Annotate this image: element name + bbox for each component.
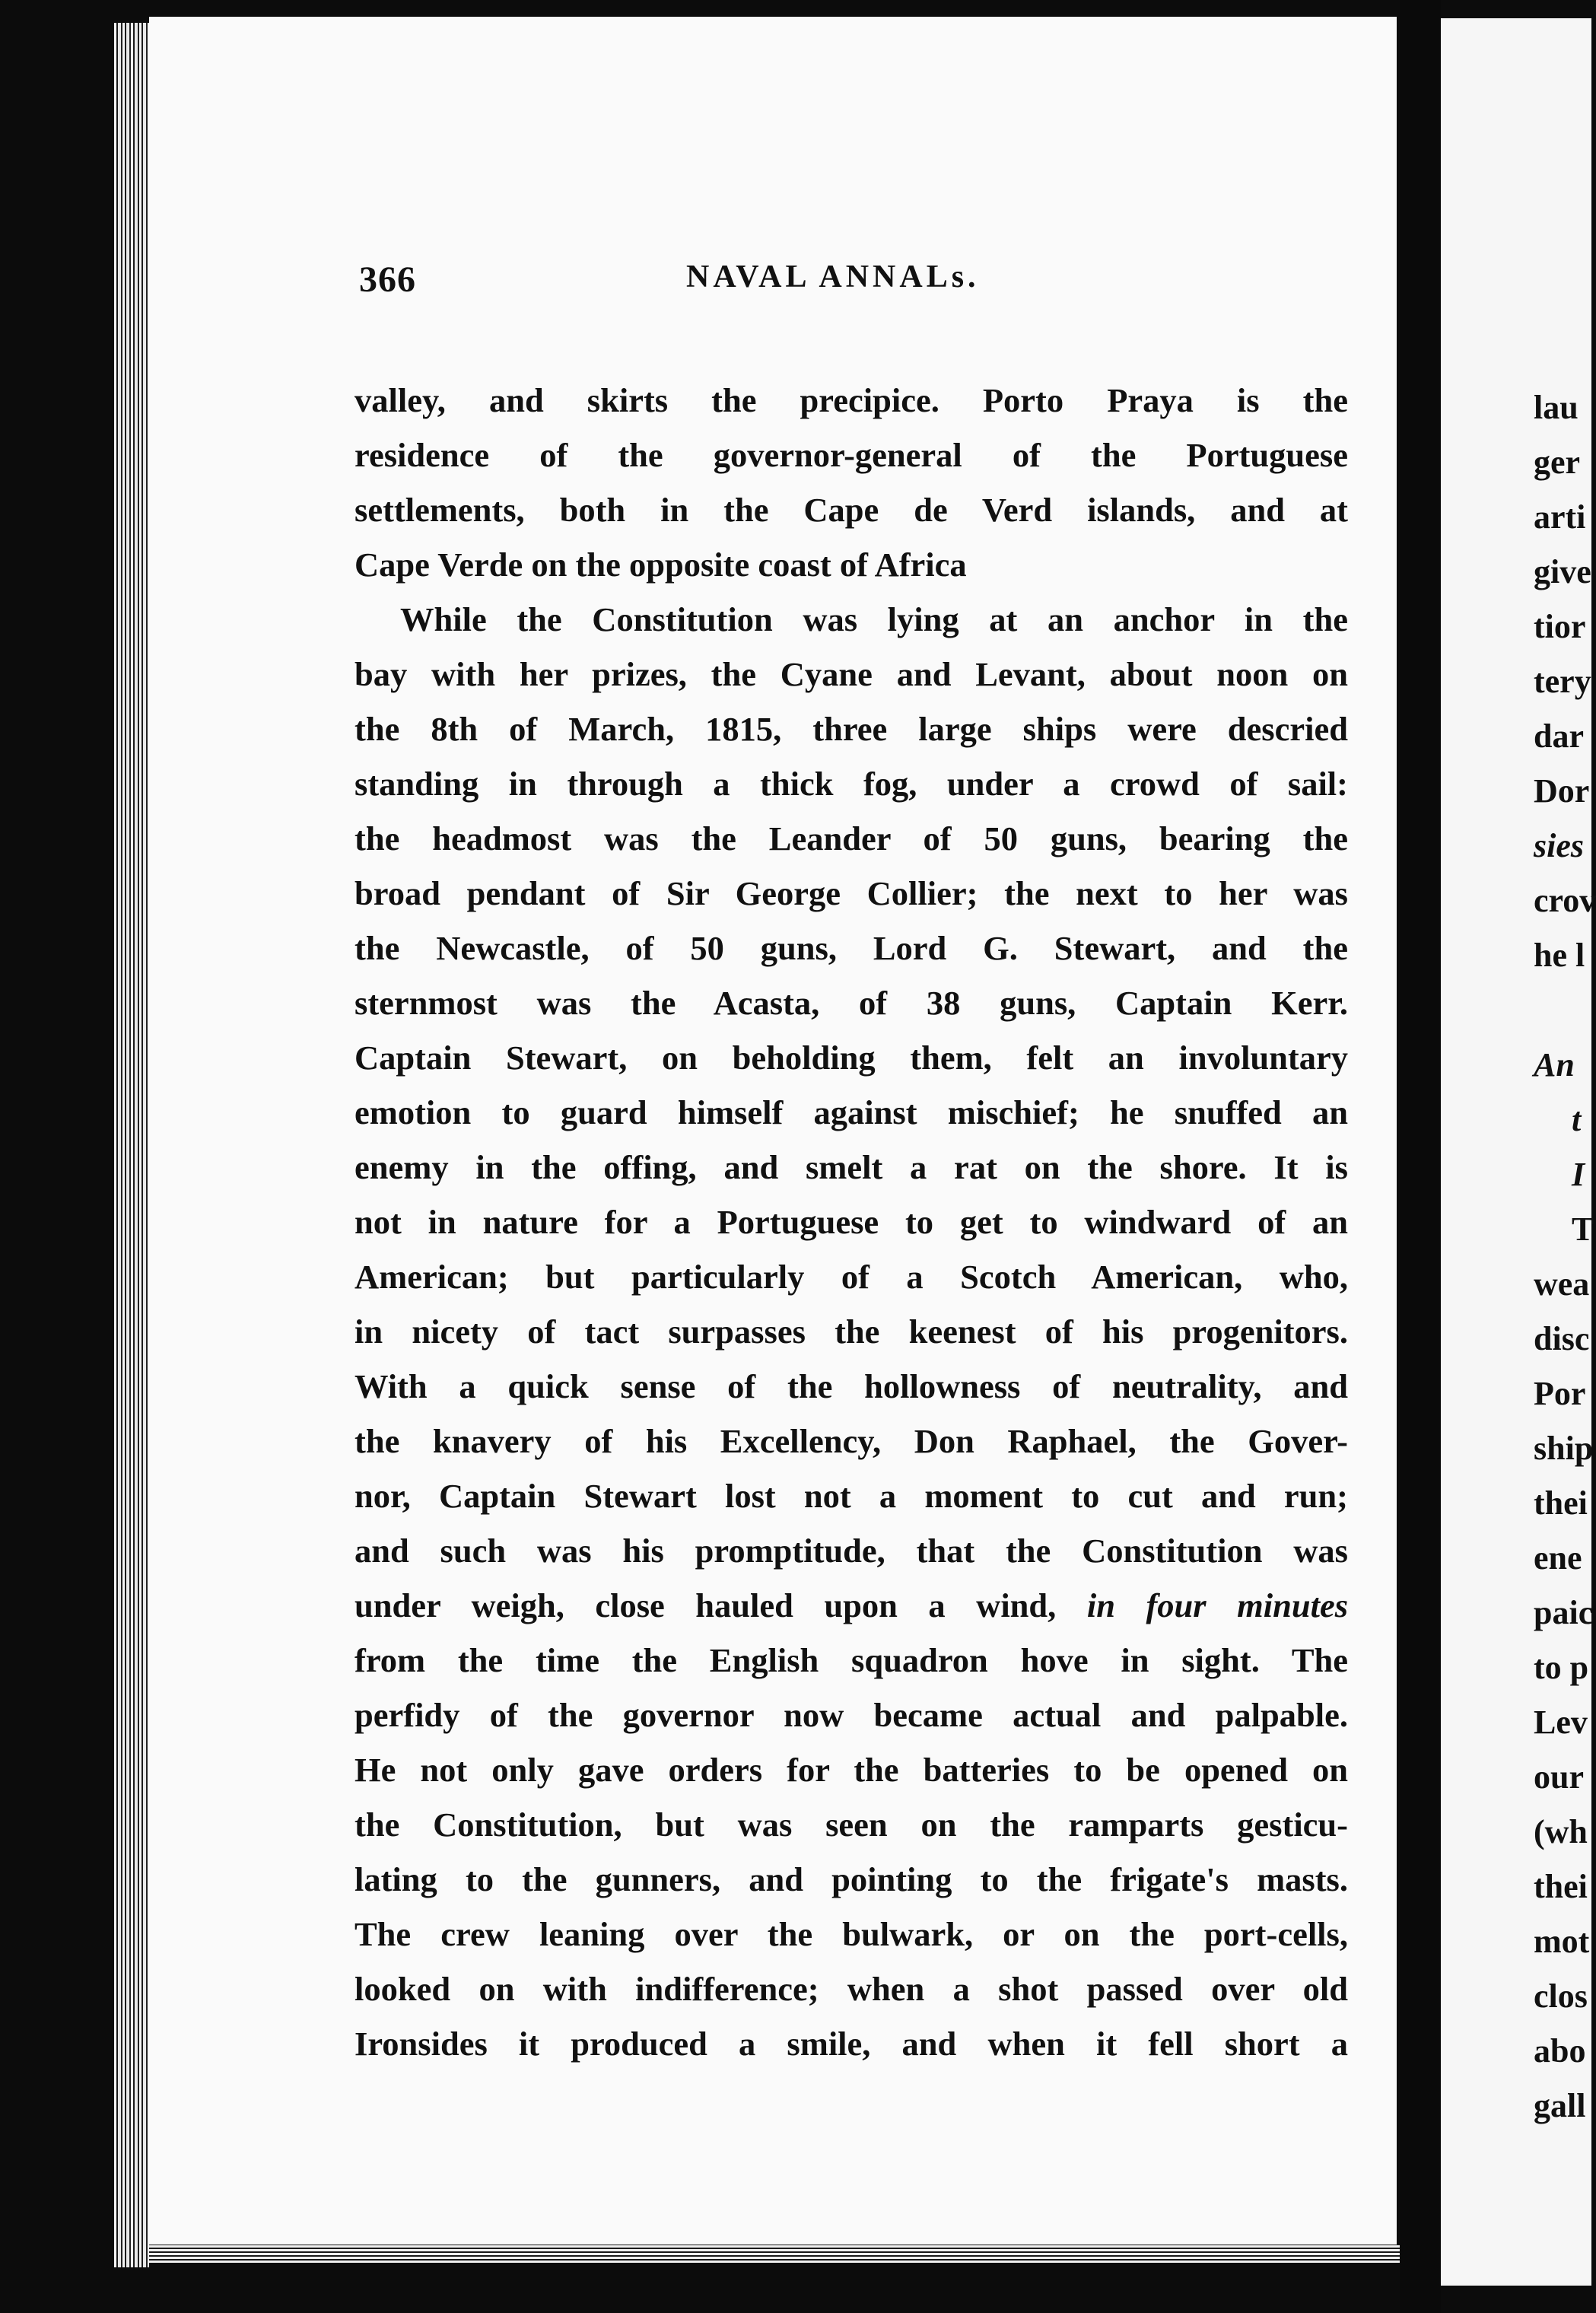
text-line: the Newcastle, of 50 guns, Lord G. Stewart, and the [354,929,1348,967]
facing-page-fragment: Lev [1534,1704,1588,1741]
text-line: lating to the gunners, and pointing to the frigate's masts. [354,1860,1348,1898]
text-line: Ironsides it produced a smile, and when it fell short a [354,2025,1348,2063]
text-line: sternmost was the Acasta, of 38 guns, Captain Kerr. [354,984,1348,1022]
facing-page-fragment: paic [1534,1594,1594,1631]
body-text [354,373,1348,2071]
text-line: emotion to guard himself against mischief; he snuffed an [354,1093,1348,1131]
facing-page-fragment: ene [1534,1539,1582,1576]
facing-page-fragment: (wh [1534,1813,1588,1850]
text-line: in nicety of tact surpasses the keenest of his progenitors. [354,1312,1348,1351]
text-line: the headmost was the Leander of 50 guns, bearing the [354,819,1348,857]
facing-page-fragment: disc [1534,1320,1590,1357]
text-line: settlements, both in the Cape de Verd islands, and at [354,491,1348,529]
facing-page-fragment: An [1534,1046,1575,1083]
running-title: NAVAL ANNALs. [686,259,980,294]
text-line: While the Constitution was lying at an anchor in the [400,600,1348,638]
facing-page-fragment: thei [1534,1484,1588,1522]
text-line: the Constitution, but was seen on the ramparts gesticu- [354,1806,1348,1844]
text-line-segment: under weigh, close hauled upon a wind, [354,1586,1057,1624]
page-number: 366 [359,259,416,300]
text-line-with-italic [354,1578,1348,1633]
facing-page-fragment: tior [1534,608,1586,645]
book-page-edges [114,23,149,2267]
page-header [359,259,1356,320]
text-line: Captain Stewart, on beholding them, felt an involuntary [354,1039,1348,1077]
facing-page-fragment: ship [1534,1430,1594,1467]
text-line: American; but particularly of a Scotch American, who, [354,1258,1348,1296]
text-line: With a quick sense of the hollowness of neutrality, and [354,1367,1348,1405]
text-line: looked on with indifference; when a shot passed over old [354,1970,1348,2008]
text-line: enemy in the offing, and smelt a rat on the shore. It is [354,1148,1348,1186]
text-line: perfidy of the governor now became actual and palpable. [354,1696,1348,1734]
facing-page-fragment: thei [1534,1868,1588,1905]
facing-page-fragment: Por [1534,1375,1586,1412]
text-line: the 8th of March, 1815, three large ships were descried [354,710,1348,748]
facing-page-fragment: t [1572,1101,1582,1138]
text-line: not in nature for a Portuguese to get to windward of an [354,1203,1348,1241]
facing-page-fragment: T [1572,1211,1594,1248]
text-line: standing in through a thick fog, under a crowd of sail: [354,765,1348,803]
facing-page-fragment: our [1534,1758,1584,1796]
facing-page-fragment: to p [1534,1649,1589,1686]
text-line: broad pendant of Sir George Collier; the next to her was [354,874,1348,912]
text-line: nor, Captain Stewart lost not a moment to cut and run; [354,1477,1348,1515]
facing-page-fragment: lau [1534,389,1579,426]
text-line: Cape Verde on the opposite coast of Africa [354,546,967,584]
facing-page-fragment: dar [1534,717,1584,755]
facing-page-fragment: sies [1534,827,1584,864]
facing-page-fragment: tery [1534,663,1591,700]
text-line: and such was his promptitude, that the Constitution was [354,1532,1348,1570]
text-line: the knavery of his Excellency, Don Raphael, the Gover- [354,1422,1348,1460]
text-line: valley, and skirts the precipice. Porto Praya is the [354,381,1348,419]
facing-page-fragment: mot [1534,1923,1590,1960]
text-line: from the time the English squadron hove in sight. The [354,1641,1348,1679]
italic-phrase: in four minutes [1086,1586,1349,1624]
facing-page-fragment: I [1572,1156,1585,1193]
facing-page-fragment: give [1534,553,1591,590]
facing-page-fragment: he l [1534,937,1585,974]
facing-page [1441,18,1596,2286]
text-line: The crew leaning over the bulwark, or on the port-cells, [354,1915,1348,1953]
facing-page-fragment: abo [1534,2032,1586,2070]
text-line: bay with her prizes, the Cyane and Levant, about noon on [354,655,1348,693]
book-gutter [1400,0,1441,2313]
facing-page-fragment: Dor [1534,772,1590,810]
facing-page-fragment: ger [1534,444,1581,481]
facing-page-fragment: gall [1534,2087,1586,2124]
facing-page-fragment: wea [1534,1265,1590,1303]
facing-page-fragment: arti [1534,498,1586,536]
text-line: residence of the governor-general of the Portuguese [354,436,1348,474]
facing-page-fragment: clos [1534,1977,1588,2015]
book-bottom-edge [149,2245,1404,2263]
text-line: He not only gave orders for the batteries to be opened on [354,1751,1348,1789]
facing-page-fragment: crov [1534,882,1596,919]
